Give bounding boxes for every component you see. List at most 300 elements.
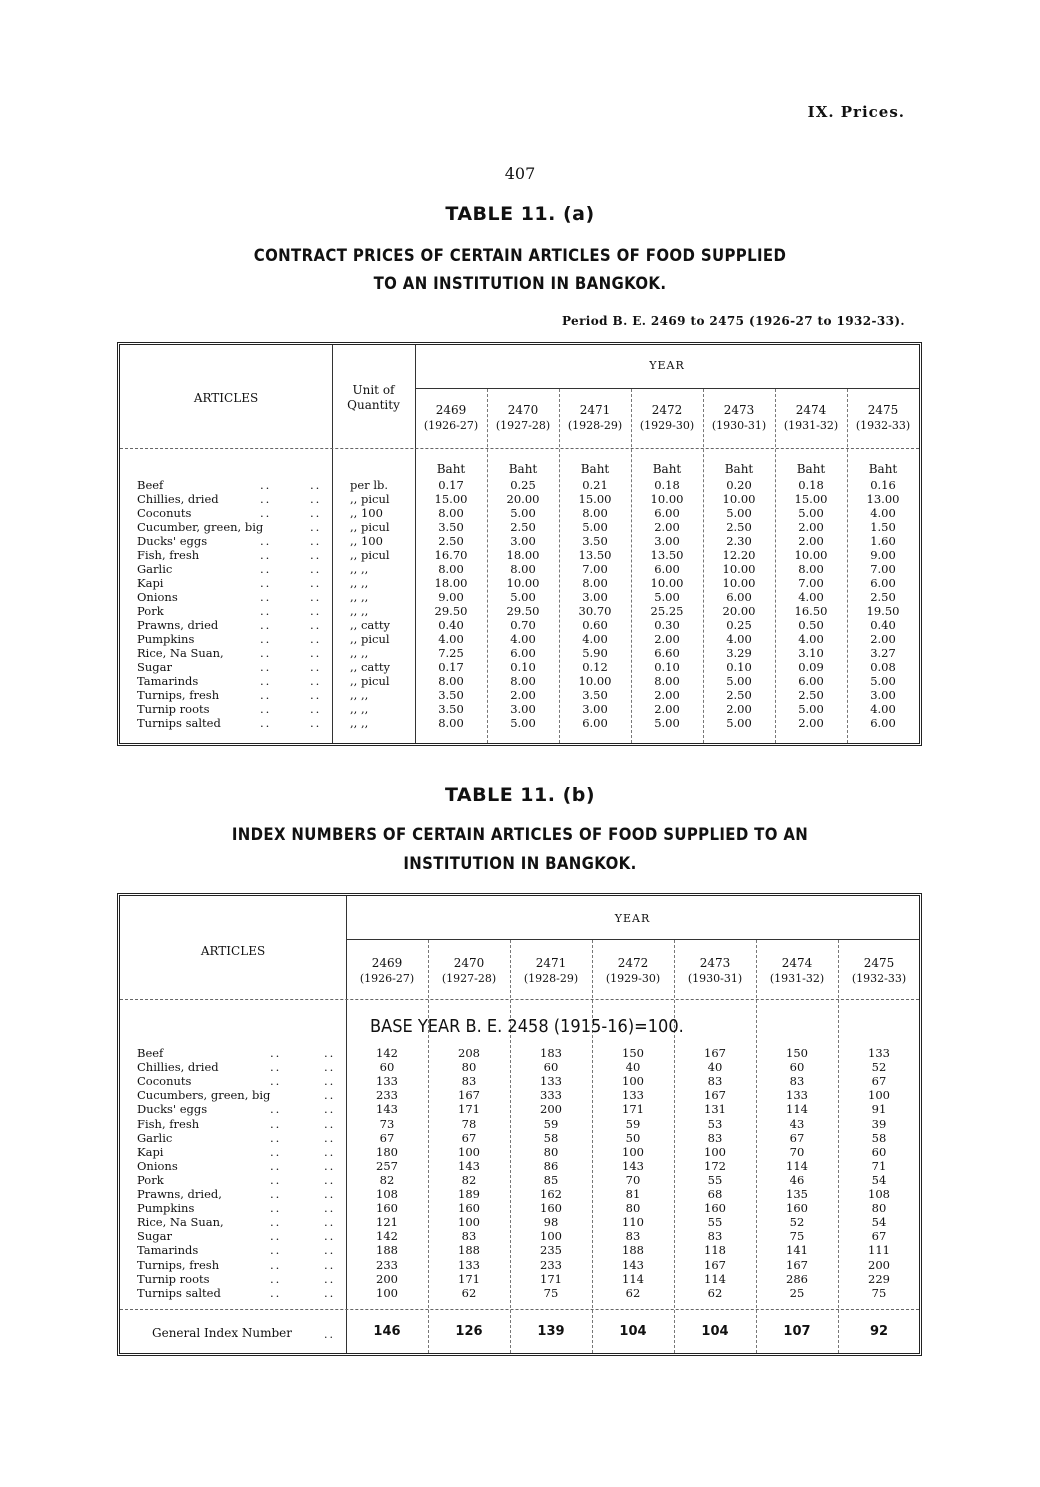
year-ce: (1932-33) — [851, 972, 907, 985]
table-row — [120, 1243, 919, 1257]
index-cell: 110 — [622, 1215, 644, 1230]
price-cell: 6.00 — [510, 646, 536, 660]
year-ce: (1930-31) — [711, 419, 767, 432]
price-cell: 2.00 — [654, 520, 680, 534]
price-cell: 5.00 — [510, 716, 536, 730]
index-cell: 171 — [458, 1271, 480, 1286]
year-be: 2473 — [723, 403, 755, 417]
price-cell: 3.29 — [726, 646, 752, 660]
index-cell: 86 — [543, 1158, 559, 1173]
price-cell: 2.50 — [726, 520, 752, 534]
table-row — [120, 492, 919, 506]
leader-dots: .. — [324, 1257, 336, 1272]
index-cell: 133 — [868, 1046, 890, 1060]
index-cell: 81 — [625, 1187, 641, 1201]
index-cell: 54 — [871, 1172, 887, 1187]
leader-dots: .. — [270, 1172, 282, 1187]
table-b-year-header: YEAR — [614, 912, 651, 925]
index-cell: 257 — [376, 1158, 398, 1173]
price-cell: 5.00 — [726, 506, 752, 520]
year-ce: (1926-27) — [359, 972, 415, 985]
price-cell: 5.00 — [726, 674, 752, 688]
index-cell: 59 — [543, 1116, 559, 1131]
index-cell: 171 — [622, 1102, 644, 1117]
table-row — [120, 604, 919, 618]
unit-of-quantity: ,, catty — [350, 660, 391, 674]
index-cell: 200 — [376, 1271, 398, 1286]
index-cell: 68 — [707, 1187, 723, 1201]
index-cell: 171 — [458, 1102, 480, 1117]
price-cell: 3.00 — [510, 702, 536, 716]
year-column-header — [487, 403, 559, 433]
table-b — [117, 893, 922, 1356]
currency-label: Baht — [508, 462, 538, 476]
index-cell: 131 — [704, 1102, 726, 1117]
year-column-header — [756, 956, 838, 986]
leader-dots: .. — [324, 1285, 336, 1300]
table-a-header-articles: ARTICLES — [193, 391, 259, 405]
price-cell: 0.10 — [510, 660, 536, 674]
price-cell: 0.10 — [726, 660, 752, 674]
index-cell: 162 — [540, 1187, 562, 1201]
index-cell: 53 — [707, 1116, 723, 1131]
index-cell: 150 — [786, 1046, 808, 1060]
leader-dots: .. — [324, 1102, 336, 1117]
price-cell: 19.50 — [866, 604, 900, 618]
year-column-header — [838, 956, 920, 986]
price-cell: 2.00 — [798, 520, 824, 534]
index-cell: 143 — [458, 1158, 480, 1173]
price-cell: 2.00 — [870, 632, 896, 646]
leader-dots: .. — [324, 1130, 336, 1145]
leader-dots: .. — [324, 1060, 336, 1075]
index-cell: 133 — [458, 1257, 480, 1272]
article-name: Coconuts — [137, 506, 192, 520]
leader-dots: .. — [324, 1201, 336, 1216]
index-cell: 100 — [704, 1144, 726, 1159]
price-cell: 3.50 — [438, 520, 464, 534]
year-ce: (1926-27) — [423, 419, 479, 432]
price-cell: 5.00 — [510, 506, 536, 520]
price-cell: 4.00 — [510, 632, 536, 646]
price-cell: 18.00 — [434, 576, 468, 590]
index-cell: 73 — [379, 1116, 395, 1131]
index-cell: 54 — [871, 1215, 887, 1230]
price-cell: 0.70 — [510, 618, 536, 632]
index-cell: 188 — [458, 1243, 480, 1258]
table-b-subtitle-line1: INDEX NUMBERS OF CERTAIN ARTICLES OF FOOD SUPPLIED TO AN — [231, 825, 809, 845]
table-row — [120, 1286, 919, 1300]
index-cell: 52 — [789, 1215, 805, 1230]
table-row — [120, 1258, 919, 1272]
index-cell: 52 — [871, 1060, 887, 1075]
unit-of-quantity: ,, picul — [350, 632, 390, 646]
table-row — [120, 702, 919, 716]
year-column-header — [559, 403, 631, 433]
general-index-value: 146 — [373, 1324, 401, 1339]
index-cell: 167 — [704, 1046, 726, 1060]
price-cell: 8.00 — [438, 674, 464, 688]
table-row — [120, 632, 919, 646]
article-name: Rice, Na Suan, — [137, 646, 224, 660]
price-cell: 29.50 — [506, 604, 540, 618]
year-be: 2473 — [699, 956, 731, 970]
index-cell: 133 — [540, 1074, 562, 1089]
article-name: Turnips, fresh — [137, 688, 220, 702]
index-cell: 50 — [625, 1130, 641, 1145]
index-cell: 62 — [707, 1285, 723, 1300]
price-cell: 8.00 — [582, 506, 608, 520]
year-be: 2474 — [781, 956, 813, 970]
index-cell: 135 — [786, 1187, 808, 1201]
year-column-header — [415, 403, 487, 433]
price-cell: 0.09 — [798, 660, 824, 674]
price-cell: 15.00 — [578, 492, 612, 506]
index-cell: 114 — [704, 1271, 726, 1286]
leader-dots: .. — [270, 1060, 282, 1075]
index-cell: 40 — [625, 1060, 641, 1075]
index-cell: 85 — [543, 1172, 559, 1187]
price-cell: 0.60 — [582, 618, 608, 632]
price-cell: 2.50 — [870, 590, 896, 604]
leader-dots: .. — [310, 562, 322, 576]
index-cell: 208 — [458, 1046, 480, 1060]
index-cell: 82 — [379, 1172, 395, 1187]
index-cell: 70 — [625, 1172, 641, 1187]
price-cell: 2.50 — [798, 688, 824, 702]
leader-dots: .. — [324, 1229, 336, 1244]
leader-dots: .. — [260, 716, 272, 730]
price-cell: 0.08 — [870, 660, 896, 674]
index-cell: 180 — [376, 1144, 398, 1159]
article-name: Pumpkins — [137, 1201, 195, 1216]
price-cell: 0.10 — [654, 660, 680, 674]
index-cell: 114 — [786, 1102, 808, 1117]
price-cell: 3.50 — [582, 688, 608, 702]
index-cell: 143 — [622, 1158, 644, 1173]
price-cell: 10.00 — [506, 576, 540, 590]
index-cell: 172 — [704, 1158, 726, 1173]
unit-of-quantity: ,, ,, — [350, 590, 369, 604]
currency-label: Baht — [652, 462, 682, 476]
index-cell: 188 — [622, 1243, 644, 1258]
index-cell: 58 — [871, 1130, 887, 1145]
table-row — [120, 674, 919, 688]
article-name: Turnips salted — [137, 1285, 221, 1300]
year-be: 2472 — [651, 403, 683, 417]
table-row — [120, 1102, 919, 1116]
index-cell: 167 — [458, 1088, 480, 1103]
index-cell: 142 — [376, 1229, 398, 1244]
price-cell: 4.00 — [870, 702, 896, 716]
index-cell: 43 — [789, 1116, 805, 1131]
leader-dots: .. — [310, 590, 322, 604]
index-cell: 160 — [786, 1201, 808, 1216]
leader-dots: .. — [270, 1130, 282, 1145]
index-cell: 189 — [458, 1187, 480, 1201]
index-cell: 160 — [704, 1201, 726, 1216]
leader-dots: .. — [260, 702, 272, 716]
price-cell: 3.00 — [582, 702, 608, 716]
index-cell: 229 — [868, 1271, 890, 1286]
index-cell: 160 — [458, 1201, 480, 1216]
leader-dots: .. — [260, 604, 272, 618]
leader-dots: .. — [260, 618, 272, 632]
year-column-header — [510, 956, 592, 986]
general-index-value: 104 — [701, 1324, 729, 1339]
table-row — [120, 716, 919, 730]
price-cell: 5.00 — [798, 506, 824, 520]
table-row — [120, 1201, 919, 1215]
table-row — [120, 506, 919, 520]
leader-dots: .. — [270, 1229, 282, 1244]
article-name: Kapi — [137, 1144, 164, 1159]
article-name: Prawns, dried — [137, 618, 219, 632]
index-cell: 25 — [789, 1285, 805, 1300]
leader-dots: .. — [324, 1158, 336, 1173]
price-cell: 8.00 — [438, 506, 464, 520]
index-cell: 80 — [625, 1201, 641, 1216]
leader-dots: .. — [310, 646, 322, 660]
index-cell: 118 — [704, 1243, 726, 1258]
leader-dots: .. — [310, 618, 322, 632]
leader-dots: .. — [310, 716, 322, 730]
index-cell: 167 — [704, 1088, 726, 1103]
leader-dots: .. — [310, 660, 322, 674]
index-cell: 80 — [871, 1201, 887, 1216]
index-cell: 59 — [625, 1116, 641, 1131]
leader-dots: .. — [324, 1046, 336, 1060]
unit-of-quantity: ,, picul — [350, 674, 390, 688]
leader-dots: .. — [310, 478, 322, 492]
index-cell: 183 — [540, 1046, 562, 1060]
article-name: Rice, Na Suan, — [137, 1215, 224, 1230]
leader-dots: .. — [310, 674, 322, 688]
index-cell: 167 — [786, 1257, 808, 1272]
price-cell: 2.00 — [798, 716, 824, 730]
price-cell: 2.50 — [438, 534, 464, 548]
leader-dots: .. — [260, 492, 272, 506]
index-cell: 133 — [376, 1074, 398, 1089]
price-cell: 8.00 — [582, 576, 608, 590]
index-cell: 200 — [868, 1257, 890, 1272]
index-cell: 143 — [376, 1102, 398, 1117]
index-cell: 83 — [461, 1229, 477, 1244]
price-cell: 12.20 — [722, 548, 756, 562]
price-cell: 10.00 — [650, 576, 684, 590]
price-cell: 7.00 — [798, 576, 824, 590]
year-be: 2469 — [371, 956, 403, 970]
leader-dots: .. — [310, 492, 322, 506]
index-cell: 133 — [622, 1088, 644, 1103]
price-cell: 6.60 — [654, 646, 680, 660]
table-row — [120, 1117, 919, 1131]
index-cell: 100 — [540, 1229, 562, 1244]
index-cell: 71 — [871, 1158, 887, 1173]
year-ce: (1931-32) — [783, 419, 839, 432]
price-cell: 0.30 — [654, 618, 680, 632]
price-cell: 13.50 — [650, 548, 684, 562]
article-name: Garlic — [137, 1130, 173, 1145]
index-cell: 83 — [789, 1074, 805, 1089]
price-cell: 8.00 — [438, 716, 464, 730]
index-cell: 67 — [461, 1130, 477, 1145]
leader-dots: .. — [324, 1243, 336, 1258]
price-cell: 20.00 — [722, 604, 756, 618]
leader-dots: .. — [260, 478, 272, 492]
price-cell: 2.00 — [510, 688, 536, 702]
table-a-period: Period B. E. 2469 to 2475 (1926-27 to 1932-33). — [561, 314, 905, 328]
index-cell: 100 — [458, 1144, 480, 1159]
price-cell: 0.17 — [438, 478, 464, 492]
price-cell: 0.40 — [870, 618, 896, 632]
article-name: Sugar — [137, 660, 172, 674]
year-column-header — [847, 403, 919, 433]
index-cell: 100 — [622, 1144, 644, 1159]
table-row — [120, 1046, 919, 1060]
leader-dots: .. — [270, 1144, 282, 1159]
article-name: Beef — [137, 478, 164, 492]
leader-dots: .. — [324, 1116, 336, 1131]
table-row — [120, 562, 919, 576]
index-cell: 78 — [461, 1116, 477, 1131]
leader-dots: .. — [270, 1257, 282, 1272]
price-cell: 2.00 — [726, 702, 752, 716]
leader-dots: .. — [270, 1046, 282, 1060]
leader-dots: .. — [324, 1215, 336, 1230]
price-cell: 4.00 — [582, 632, 608, 646]
price-cell: 3.50 — [438, 702, 464, 716]
article-name: Cucumbers, green, big — [137, 1088, 271, 1103]
leader-dots: .. — [270, 1116, 282, 1131]
price-cell: 25.25 — [650, 604, 684, 618]
leader-dots: .. — [260, 660, 272, 674]
year-be: 2472 — [617, 956, 649, 970]
table-a — [117, 342, 922, 746]
unit-of-quantity: ,, picul — [350, 520, 390, 534]
currency-label: Baht — [580, 462, 610, 476]
article-name: Chillies, dried — [137, 492, 219, 506]
leader-dots: .. — [260, 590, 272, 604]
price-cell: 30.70 — [578, 604, 612, 618]
unit-of-quantity: ,, ,, — [350, 702, 369, 716]
index-cell: 108 — [376, 1187, 398, 1201]
table-row — [120, 478, 919, 492]
page-number: 407 — [504, 164, 536, 183]
article-name: Sugar — [137, 1229, 172, 1244]
leader-dots: .. — [324, 1088, 336, 1103]
unit-of-quantity: ,, ,, — [350, 562, 369, 576]
year-be: 2470 — [453, 956, 485, 970]
year-be: 2475 — [863, 956, 895, 970]
year-column-header — [428, 956, 510, 986]
price-cell: 4.00 — [438, 632, 464, 646]
leader-dots: .. — [310, 604, 322, 618]
index-cell: 114 — [786, 1158, 808, 1173]
leader-dots: .. — [310, 688, 322, 702]
price-cell: 2.50 — [510, 520, 536, 534]
price-cell: 7.00 — [870, 562, 896, 576]
price-cell: 5.00 — [726, 716, 752, 730]
price-cell: 3.10 — [798, 646, 824, 660]
unit-of-quantity: ,, ,, — [350, 604, 369, 618]
index-cell: 80 — [543, 1144, 559, 1159]
table-row — [120, 1173, 919, 1187]
price-cell: 20.00 — [506, 492, 540, 506]
price-cell: 13.00 — [866, 492, 900, 506]
index-cell: 60 — [871, 1144, 887, 1159]
leader-dots: .. — [260, 674, 272, 688]
price-cell: 3.27 — [870, 646, 896, 660]
index-cell: 233 — [540, 1257, 562, 1272]
table-row — [120, 520, 919, 534]
index-cell: 171 — [540, 1271, 562, 1286]
index-cell: 160 — [376, 1201, 398, 1216]
price-cell: 0.18 — [798, 478, 824, 492]
index-cell: 121 — [376, 1215, 398, 1230]
price-cell: 0.16 — [870, 478, 896, 492]
price-cell: 5.00 — [654, 590, 680, 604]
article-name: Chillies, dried — [137, 1060, 219, 1075]
price-cell: 2.30 — [726, 534, 752, 548]
article-name: Cucumber, green, big — [137, 520, 264, 534]
table-row — [120, 1272, 919, 1286]
index-cell: 70 — [789, 1144, 805, 1159]
price-cell: 15.00 — [434, 492, 468, 506]
unit-of-quantity: ,, picul — [350, 492, 390, 506]
article-name: Onions — [137, 590, 178, 604]
index-cell: 62 — [625, 1285, 641, 1300]
price-cell: 1.50 — [870, 520, 896, 534]
price-cell: 5.00 — [870, 674, 896, 688]
price-cell: 8.00 — [438, 562, 464, 576]
general-index-value: 126 — [455, 1324, 483, 1339]
index-cell: 39 — [871, 1116, 887, 1131]
leader-dots: .. — [310, 520, 322, 534]
price-cell: 5.00 — [582, 520, 608, 534]
price-cell: 16.50 — [794, 604, 828, 618]
leader-dots: .. — [324, 1271, 336, 1286]
unit-header-line1: Unit of — [352, 383, 395, 397]
year-be: 2471 — [579, 403, 611, 417]
index-cell: 141 — [786, 1243, 808, 1258]
price-cell: 29.50 — [434, 604, 468, 618]
index-cell: 82 — [461, 1172, 477, 1187]
index-cell: 75 — [871, 1285, 887, 1300]
general-index-value: 104 — [619, 1324, 647, 1339]
table-row — [120, 660, 919, 674]
year-column-header — [703, 403, 775, 433]
unit-of-quantity: ,, ,, — [350, 688, 369, 702]
unit-of-quantity: ,, ,, — [350, 576, 369, 590]
table-row — [120, 548, 919, 562]
leader-dots: .. — [260, 576, 272, 590]
table-row — [120, 646, 919, 660]
article-name: Turnips, fresh — [137, 1257, 220, 1272]
table-row — [120, 1159, 919, 1173]
price-cell: 8.00 — [798, 562, 824, 576]
general-index-value: 92 — [869, 1324, 889, 1339]
price-cell: 2.50 — [726, 688, 752, 702]
price-cell: 7.00 — [582, 562, 608, 576]
index-cell: 83 — [707, 1229, 723, 1244]
year-be: 2469 — [435, 403, 467, 417]
year-be: 2474 — [795, 403, 827, 417]
year-column-header — [775, 403, 847, 433]
year-column-header — [592, 956, 674, 986]
year-ce: (1931-32) — [769, 972, 825, 985]
price-cell: 2.00 — [654, 702, 680, 716]
